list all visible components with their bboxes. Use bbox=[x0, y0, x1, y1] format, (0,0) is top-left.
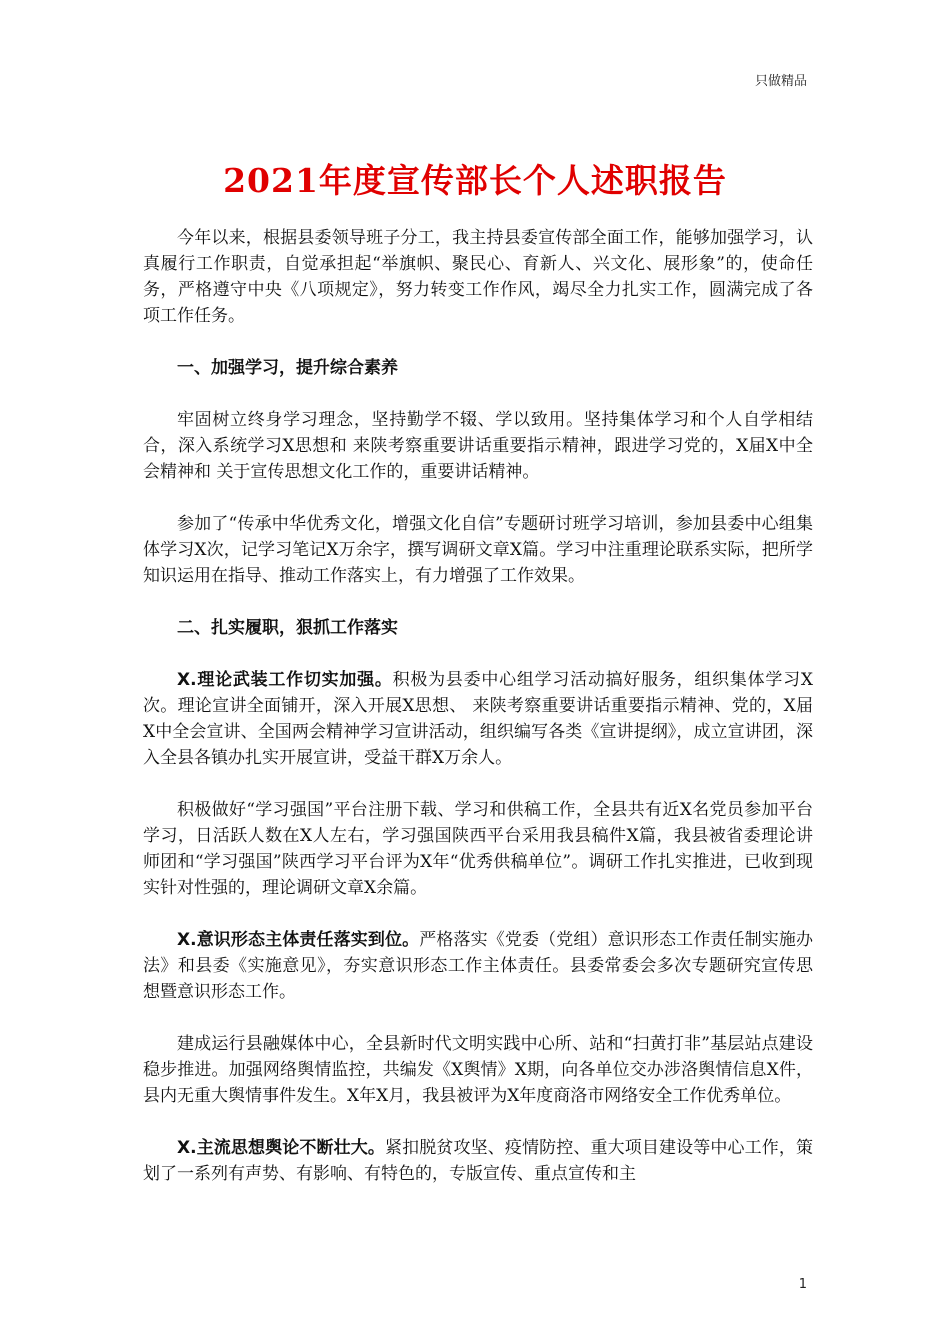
item2-text: 严格落实《党委（党组）意识形态工作责任制实施办法》和县委《实施意见》，夯实意识形态工作主体责任。县委常委会多次专题研究宣传思想暨意识形态工作。 bbox=[143, 930, 813, 1002]
item3-lead: X.主流思想舆论不断壮大。 bbox=[177, 1138, 386, 1158]
item1-lead: X.理论武装工作切实加强。 bbox=[177, 670, 393, 690]
intro-paragraph: 今年以来，根据县委领导班子分工，我主持县委宣传部全面工作，能够加强学习，认真履行工作职责，自觉承担起“举旗帜、聚民心、育新人、兴文化、展形象”的，使命任务，严格遵守中央《八项规定》，努力转变工作作风，竭尽全力扎实工作，圆满完成了各项工作任务。 bbox=[143, 228, 813, 326]
item2-lead: X.意识形态主体责任落实到位。 bbox=[177, 930, 420, 950]
section1-paragraph-1: 牢固树立终身学习理念，坚持勤学不辍、学以致用。坚持集体学习和个人自学相结合，深入系统学习X思想和 来陕考察重要讲话重要指示精神，跟进学习党的，X届X中全会精神和 关于宣传思想文化工作的，重要讲话精神。 bbox=[143, 410, 813, 482]
section-heading-2: 二、扎实履职，狠抓工作落实 bbox=[177, 618, 398, 638]
page-number: 1 bbox=[798, 1277, 807, 1292]
header-note: 只做精品 bbox=[754, 74, 807, 89]
section1-paragraph-2: 参加了“传承中华优秀文化，增强文化自信”专题研讨班学习培训，参加县委中心组集体学习X次，记学习笔记X万余字，撰写调研文章X篇。学习中注重理论联系实际，把所学知识运用在指导、推动工作落实上，有力增强了工作效果。 bbox=[143, 514, 813, 586]
section-heading-1: 一、加强学习，提升综合素养 bbox=[177, 358, 398, 378]
section2-item2-paragraph-2: 建成运行县融媒体中心，全县新时代文明实践中心所、站和“扫黄打非”基层站点建设稳步推进。加强网络舆情监控，共编发《X舆情》X期，向各单位交办涉洛舆情信息X件，县内无重大舆情事件发生。X年X月，我县被评为X年度商洛市网络安全工作优秀单位。 bbox=[143, 1034, 813, 1106]
document-body bbox=[143, 225, 813, 1213]
section2-item1-paragraph-2: 积极做好“学习强国”平台注册下载、学习和供稿工作，全县共有近X名党员参加平台学习，日活跃人数在X人左右，学习强国陕西平台采用我县稿件X篇，我县被省委理论讲师团和“学习强国”陕西学习平台评为X年“优秀供稿单位”。调研工作扎实推进，已收到现实针对性强的，理论调研文章X余篇。 bbox=[143, 800, 813, 898]
document-title: 2021年度宣传部长个人述职报告 bbox=[223, 161, 727, 200]
section2-item3-paragraph bbox=[143, 1135, 813, 1187]
item1-text: 积极为县委中心组学习活动搞好服务，组织集体学习X次。理论宣讲全面铺开，深入开展X思想、 来陕考察重要讲话重要指示精神、党的，X届X中全会宣讲、全国两会精神学习宣讲活动，组织编写各类《宣讲提纲》，成立宣讲团，深入全县各镇办扎实开展宣讲，受益干群X万余人。 bbox=[143, 670, 813, 768]
section2-item1-paragraph bbox=[143, 667, 813, 771]
item3-text: 紧扣脱贫攻坚、疫情防控、重大项目建设等中心工作，策划了一系列有声势、有影响、有特色的，专版宣传、重点宣传和主 bbox=[143, 1138, 813, 1184]
section2-item2-paragraph bbox=[143, 927, 813, 1005]
